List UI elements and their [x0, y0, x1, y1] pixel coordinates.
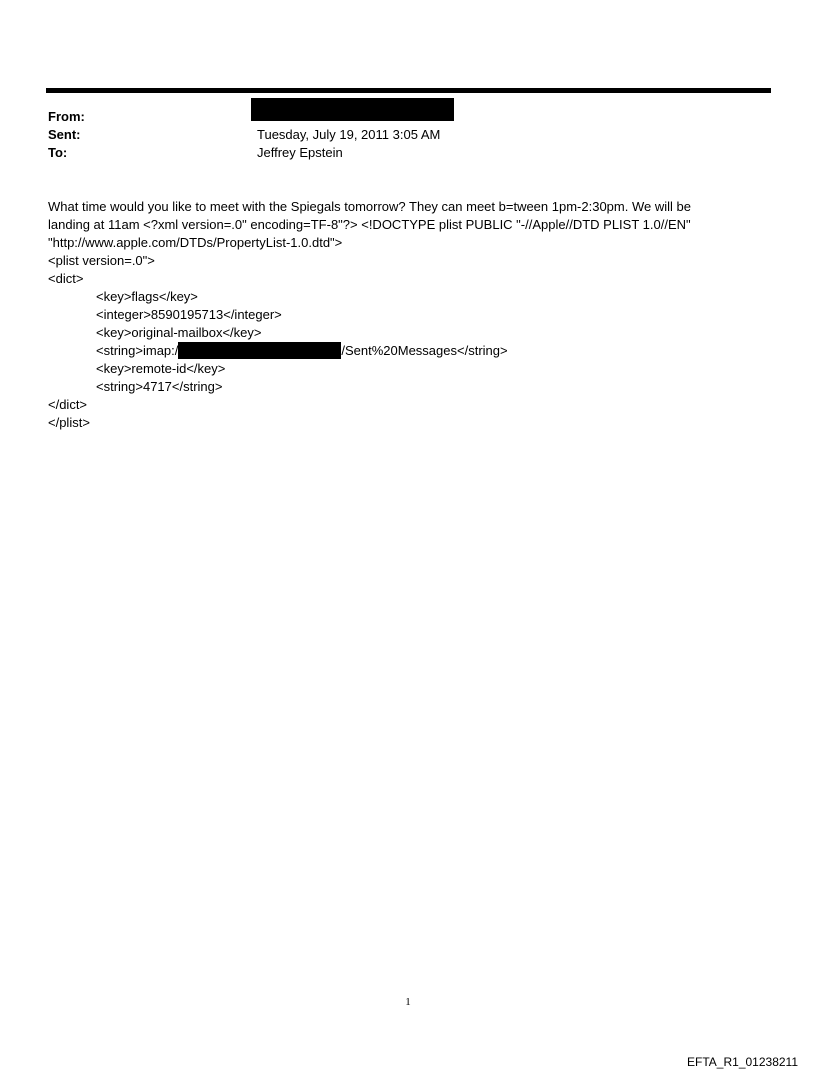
to-label: To:	[48, 145, 68, 160]
header-rule	[46, 88, 771, 93]
body-line: </dict>	[48, 397, 88, 412]
redacted-from-value	[251, 98, 454, 121]
imap-prefix: <string>imap:/	[96, 343, 179, 358]
body-line: </plist>	[48, 415, 90, 430]
imap-suffix: /Sent%20Messages</string>	[341, 343, 508, 358]
body-line-redacted	[48, 342, 748, 360]
sent-value: Tuesday, July 19, 2011 3:05 AM	[257, 127, 441, 142]
body-line: <key>original-mailbox</key>	[96, 325, 262, 340]
body-line: <integer>8590195713</integer>	[96, 307, 282, 322]
body-line: "http://www.apple.com/DTDs/PropertyList-1.0.dtd">	[48, 235, 343, 250]
body-line: <key>flags</key>	[96, 289, 198, 304]
body-line: <dict>	[48, 271, 84, 286]
redacted-mailbox-path	[178, 342, 341, 359]
from-label: From:	[48, 109, 85, 124]
email-body	[48, 198, 748, 432]
body-line: <key>remote-id</key>	[96, 361, 226, 376]
body-line: What time would you like to meet with the Spiegals tomorrow? They can meet b=tween 1pm-2:30pm. We will be	[48, 199, 691, 214]
body-line: landing at 11am <?xml version=.0" encoding=TF-8"?> <!DOCTYPE plist PUBLIC "-//Apple//DTD PLIST 1.0//EN"	[48, 217, 691, 232]
body-line: <string>4717</string>	[96, 379, 223, 394]
body-line: <plist version=.0">	[48, 253, 155, 268]
to-value: Jeffrey Epstein	[257, 145, 343, 160]
bates-number: EFTA_R1_01238211	[687, 1055, 798, 1069]
page-number: 1	[405, 996, 411, 1008]
sent-label: Sent:	[48, 127, 81, 142]
